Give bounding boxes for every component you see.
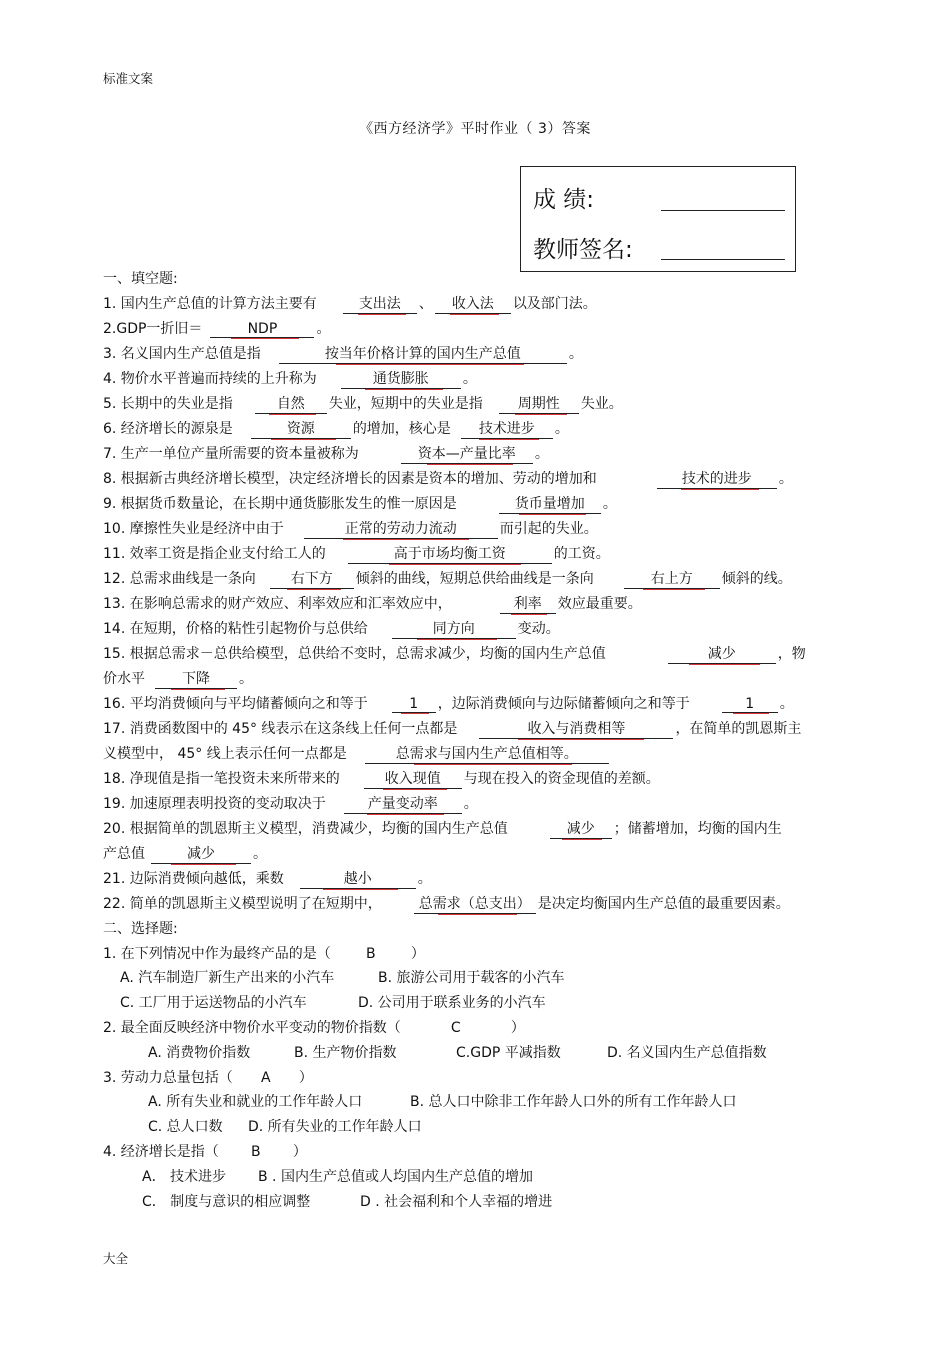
answer-blank: 周期性 — [499, 393, 579, 414]
fill-line-21: 21. 边际消费倾向越低，乘数 越小 。 — [103, 868, 432, 889]
answer-blank: 资本—产量比率 — [401, 443, 533, 464]
choice-option: C． 制度与意识的相应调整 — [142, 1194, 311, 1210]
answer-blank: 按当年价格计算的国内生产总值 — [279, 343, 567, 364]
fill-line-8: 8. 根据新古典经济增长模型，决定经济增长的因素是资本的增加、劳动的增加和 技术的进步 。 — [103, 468, 793, 489]
choice-option: B . 国内生产总值或人均国内生产总值的增加 — [258, 1169, 533, 1185]
answer-blank: 右上方 — [624, 568, 720, 589]
choice-answer: B — [251, 1144, 261, 1160]
choice-question-1: 1. 在下列情况中作为最终产品的是（ B ） — [103, 946, 425, 962]
choice-option: C. 工厂用于运送物品的小汽车 — [120, 995, 307, 1011]
fill-line-15b: 价水平 下降 。 — [103, 668, 253, 689]
fill-line-7: 7. 生产一单位产量所需要的资本量被称为 资本—产量比率 。 — [103, 443, 549, 464]
teacher-signature-label: 教师签名: — [533, 237, 633, 263]
choice-option: B. 总人口中除非工作年龄人口外的所有工作年龄人口 — [410, 1094, 737, 1110]
answer-blank: 技术进步 — [461, 418, 553, 439]
choice-option: D. 所有失业的工作年龄人口 — [248, 1119, 422, 1135]
answer-blank: 正常的劳动力流动 — [304, 518, 498, 539]
fill-line-5: 5. 长期中的失业是指 自然 失业，短期中的失业是指 周期性 失业。 — [103, 393, 623, 414]
choice-option: D. 名义国内生产总值指数 — [607, 1045, 767, 1061]
fill-line-1: 1. 国内生产总值的计算方法主要有 支出法 、 收入法 以及部门法。 — [103, 293, 597, 314]
fill-line-2: 2.GDP一折旧＝ NDP 。 — [103, 321, 331, 337]
fill-line-19: 19. 加速原理表明投资的变动取决于 产量变动率 。 — [103, 793, 478, 814]
fill-line-11: 11. 效率工资是指企业支付给工人的 高于市场均衡工资 的工资。 — [103, 543, 610, 564]
answer-blank: 技术的进步 — [657, 468, 777, 489]
page-header: 标准文案 — [103, 71, 154, 86]
choice-option: D . 社会福利和个人幸福的增进 — [360, 1194, 553, 1210]
fill-line-15: 15. 根据总需求－总供给模型，总供给不变时，总需求减少，均衡的国内生产总值 减少 ，物 — [103, 643, 806, 664]
answer-blank: 资源 — [251, 418, 351, 439]
section-fill-heading: 一、填空题: — [103, 271, 178, 287]
answer-blank: 收入法 — [435, 293, 511, 314]
choice-option: A． 技术进步 — [142, 1169, 227, 1185]
answer-blank: 收入与消费相等 — [479, 718, 673, 739]
answer-blank: 减少 — [550, 818, 612, 839]
fill-line-13: 13. 在影响总需求的财产效应、利率效应和汇率效应中， 利率 效应最重要。 — [103, 593, 642, 614]
choice-answer: B — [366, 946, 376, 962]
fill-line-17: 17. 消费函数图中的 45° 线表示在这条线上任何一点都是 收入与消费相等 ，在简单的凯恩斯主 — [103, 718, 801, 739]
section-choice-heading: 二、选择题: — [103, 921, 178, 937]
answer-blank: 总需求（总支出） — [414, 893, 536, 914]
teacher-signature-blank[interactable] — [661, 259, 785, 260]
choice-option: A. 消费物价指数 — [148, 1045, 251, 1061]
answer-blank: 1 — [722, 696, 778, 713]
fill-line-17b: 义模型中， 45° 线上表示任何一点都是 总需求与国内生产总值相等。 — [103, 743, 611, 764]
teacher-signature-row — [533, 231, 633, 264]
answer-blank: 右下方 — [270, 568, 354, 589]
choice-option: D. 公司用于联系业务的小汽车 — [358, 995, 546, 1011]
choice-option: A. 汽车制造厂新生产出来的小汽车 — [120, 970, 335, 986]
score-row — [533, 181, 594, 214]
answer-blank: 货币量增加 — [499, 493, 601, 514]
answer-blank: 收入现值 — [364, 768, 462, 789]
fill-line-12: 12. 总需求曲线是一条向 右下方 倾斜的曲线，短期总供给曲线是一条向 右上方 倾斜的线。 — [103, 568, 792, 589]
fill-line-22: 22. 简单的凯恩斯主义模型说明了在短期中， 总需求（总支出） 是决定均衡国内生产总值的最重要因素。 — [103, 893, 790, 914]
choice-option: B. 生产物价指数 — [294, 1045, 397, 1061]
choice-answer: C — [450, 1020, 461, 1036]
choice-option: B. 旅游公司用于载客的小汽车 — [378, 970, 565, 986]
fill-line-16: 16. 平均消费倾向与平均储蓄倾向之和等于 1 ，边际消费倾向与边际储蓄倾向之和等于 1 。 — [103, 696, 794, 712]
fill-line-14: 14. 在短期，价格的粘性引起物价与总供给 同方向 变动。 — [103, 618, 560, 639]
answer-blank: 1 — [392, 696, 436, 713]
answer-blank: 减少 — [151, 843, 251, 864]
fill-line-10: 10. 摩擦性失业是经济中由于 正常的劳动力流动 而引起的失业。 — [103, 518, 598, 539]
answer-blank: 高于市场均衡工资 — [348, 543, 552, 564]
fill-line-20: 20. 根据简单的凯恩斯主义模型，消费减少，均衡的国内生产总值 减少 ；储蓄增加，均衡的国内生 — [103, 818, 782, 839]
fill-line-18: 18. 净现值是指一笔投资未来所带来的 收入现值 与现在投入的资金现值的差额。 — [103, 768, 660, 789]
answer-blank: 下降 — [155, 668, 237, 689]
score-box — [520, 166, 796, 272]
answer-blank: 通货膨胀 — [341, 368, 461, 389]
score-blank[interactable] — [661, 210, 785, 211]
answer-blank: 总需求与国内生产总值相等。 — [365, 743, 609, 764]
fill-line-6: 6. 经济增长的源泉是 资源 的增加，核心是 技术进步 。 — [103, 418, 569, 439]
choice-question-3: 3. 劳动力总量包括（ A ） — [103, 1070, 313, 1086]
choice-question-2: 2. 最全面反映经济中物价水平变动的物价指数（ C ） — [103, 1020, 525, 1036]
choice-question-4: 4. 经济增长是指（ B ） — [103, 1144, 307, 1160]
choice-option: C.GDP 平减指数 — [456, 1045, 561, 1061]
choice-option: A. 所有失业和就业的工作年龄人口 — [148, 1094, 363, 1110]
fill-line-20b: 产总值 减少 。 — [103, 843, 267, 864]
answer-blank: 自然 — [255, 393, 327, 414]
answer-blank: 越小 — [300, 868, 416, 889]
answer-blank: 利率 — [500, 593, 556, 614]
choice-answer: A — [261, 1070, 271, 1086]
fill-line-4: 4. 物价水平普遍而持续的上升称为 通货膨胀 。 — [103, 368, 477, 389]
document-title: 《西方经济学》平时作业（ 3）答案 — [359, 121, 591, 137]
score-label: 成 绩: — [533, 187, 595, 213]
fill-line-9: 9. 根据货币数量论，在长期中通货膨胀发生的惟一原因是 货币量增加 。 — [103, 493, 617, 514]
answer-blank: 减少 — [668, 643, 776, 664]
page-footer: 大全 — [103, 1251, 129, 1266]
answer-blank: NDP — [210, 321, 314, 338]
answer-blank: 同方向 — [392, 618, 516, 639]
choice-option: C. 总人口数 — [148, 1119, 223, 1135]
answer-blank: 产量变动率 — [344, 793, 462, 814]
fill-line-3: 3. 名义国内生产总值是指 按当年价格计算的国内生产总值 。 — [103, 343, 583, 364]
answer-blank: 支出法 — [343, 293, 417, 314]
